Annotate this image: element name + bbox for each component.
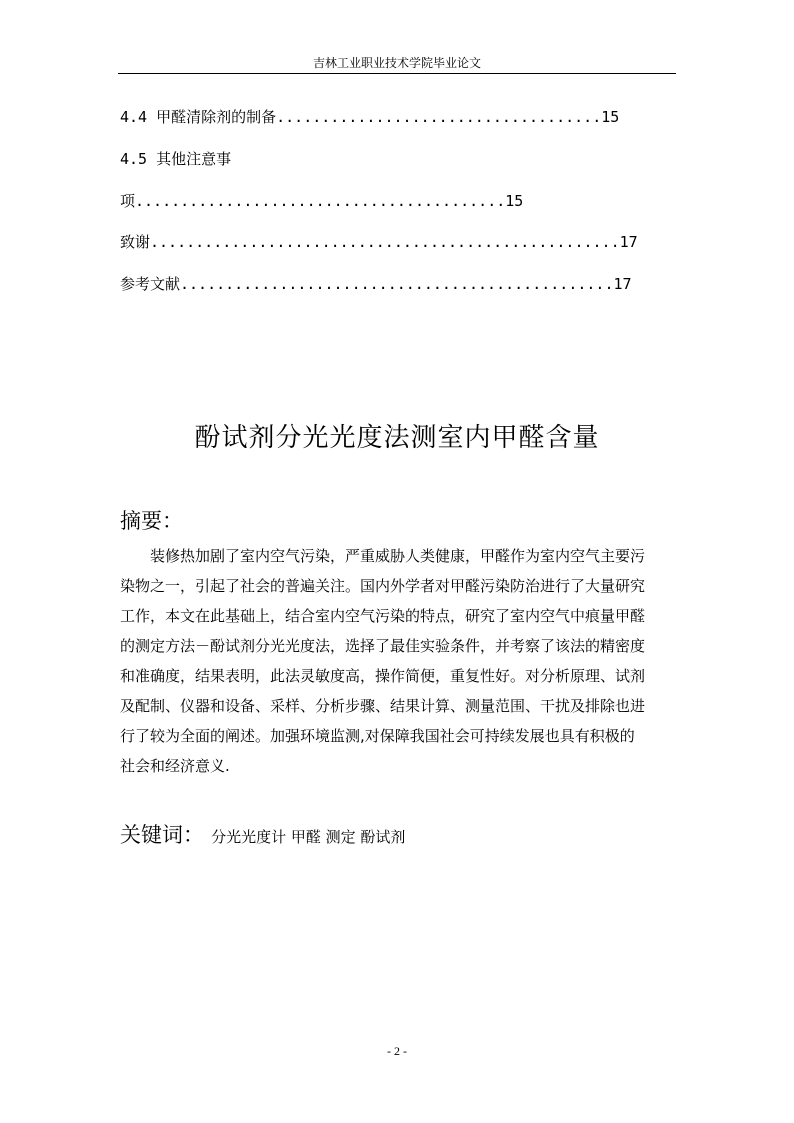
keywords-values: 分光光度计 甲醛 测定 酚试剂 [211, 828, 406, 846]
abstract-line: 行了较为全面的阐述。加强环境监测,对保障我国社会可持续发展也具有积极的 [120, 727, 635, 745]
keywords-label: 关键词： [120, 823, 204, 847]
keywords-section [120, 820, 405, 852]
page-number: - 2 - [387, 1044, 407, 1058]
abstract-line: 工作，本文在此基础上，结合室内空气污染的特点，研究了室内空气中痕量甲醛 [120, 607, 646, 625]
abstract-body [120, 541, 678, 781]
abstract-line: 社会和经济意义. [120, 757, 230, 775]
abstract-line: 装修热加剧了室内空气污染，严重威胁人类健康，甲醛作为室内空气主要污 [150, 547, 646, 565]
abstract-line: 的测定方法－酚试剂分光光度法，选择了最佳实验条件，并考察了该法的精密度 [120, 637, 646, 655]
abstract-line: 和准确度，结果表明，此法灵敏度高，操作简便，重复性好。对分析原理、试剂 [120, 667, 646, 685]
abstract-line: 染物之一，引起了社会的普遍关注。国内外学者对甲醛污染防治进行了大量研究 [120, 577, 646, 595]
toc-entry-4-5-part1: 4.5 其他注意事 [120, 150, 232, 168]
toc-entry-references: 参考文献................................................17 [120, 275, 632, 293]
toc-entry-4-5-part2: 项.........................................15 [120, 192, 524, 210]
toc-entry-4-4: 4.4 甲醛清除剂的制备....................................15 [120, 108, 620, 126]
abstract-heading: 摘要： [120, 509, 183, 533]
header-title: 吉林工业职业技术学院毕业论文 [312, 56, 481, 70]
abstract-line: 及配制、仪器和设备、采样、分析步骤、结果计算、测量范围、干扰及排除也进 [120, 697, 646, 715]
paper-title: 酚试剂分光光度法测室内甲醛含量 [194, 423, 600, 453]
running-header [118, 55, 676, 74]
toc-entry-acknowledgements: 致谢....................................................17 [120, 233, 638, 251]
